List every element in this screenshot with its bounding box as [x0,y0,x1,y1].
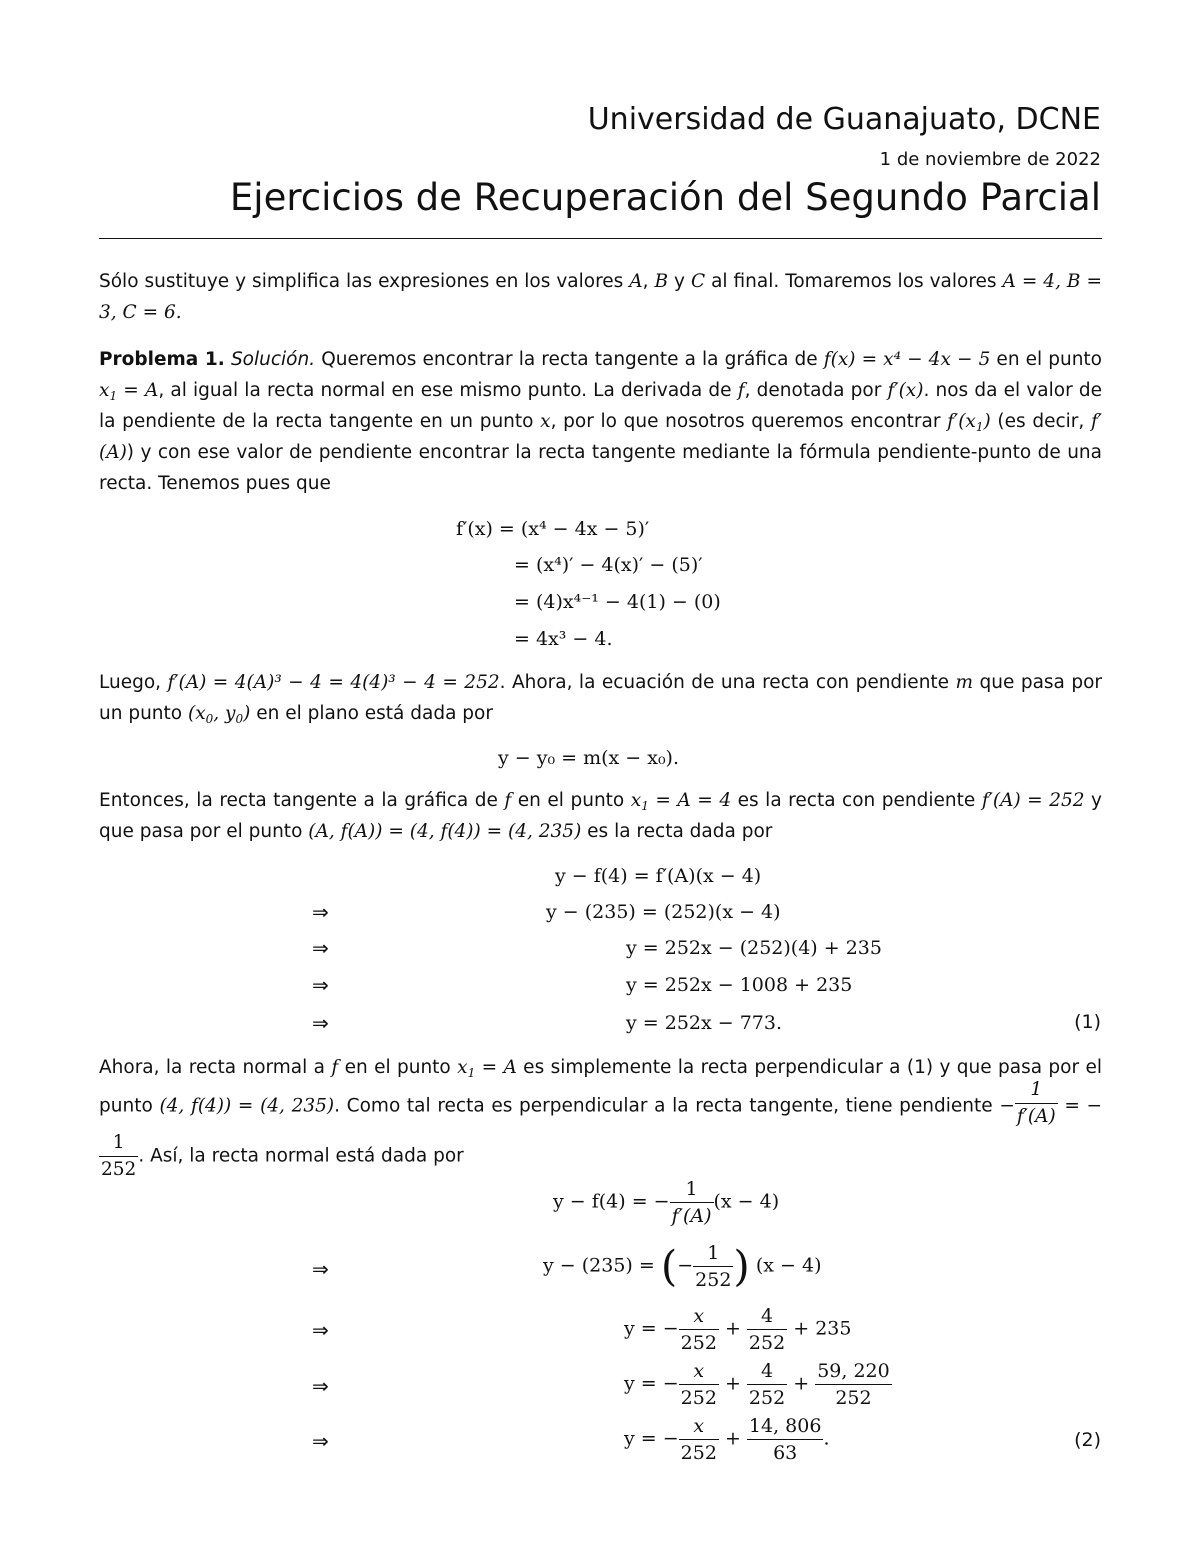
equation-number-1: (1) [1074,1011,1101,1033]
page-header [230,100,1101,222]
derivative-line-4: = 4x³ − 4. [514,628,613,650]
implies-arrow: ⇒ [312,900,329,924]
tangent-paragraph: Entonces, la recta tangente a la gráfica de f en el punto $x_1 = A = 4$ es la recta con pendiente f′(A) = 252 y que pasa por el punto (A, f(A)) = (4, f(4)) = (4, 235) es la recta dada por [99,790,1103,842]
implies-arrow: ⇒ [312,1374,329,1398]
point-slope-equation: y − y₀ = m(x − x₀). [498,747,680,769]
derivative-line-2: = (x⁴)′ − 4(x)′ − (5)′ [514,554,703,576]
equation-number-2: (2) [1074,1429,1101,1451]
tangent-line-4: y = 252x − 1008 + 235 [626,974,853,996]
tangent-line-5: y = 252x − 773. [626,1012,783,1034]
tangent-line-1: y − f(4) = f′(A)(x − 4) [555,865,762,887]
page-title: Ejercicios de Recuperación del Segundo Parcial [229,176,1101,219]
document-date: 1 de noviembre de 2022 [879,149,1101,170]
implies-arrow: ⇒ [312,1257,329,1281]
tangent-line-3: y = 252x − (252)(4) + 235 [626,937,882,959]
slope-paragraph: Luego, f′(A) = 4(A)³ − 4 = 4(4)³ − 4 = 252. Ahora, la ecuación de una recta con pendiente m que pasa por un punto ($x_0$, $y_0$) en el plano está dada por [99,672,1102,726]
derivative-line-3: = (4)x⁴⁻¹ − 4(1) − (0) [514,591,721,613]
implies-arrow: ⇒ [312,1011,329,1035]
implies-arrow: ⇒ [312,1318,329,1342]
intro-paragraph: Sólo sustituye y simplifica las expresiones en los valores A, B y C al final. Tomaremos los valores A = 4, B = 3, C = 6. [99,271,1102,323]
implies-arrow: ⇒ [312,936,329,960]
normal-paragraph: Ahora, la recta normal a f en el punto $x_1 = A$ es simplemente la recta perpendicular a (1) y que pasa por el punto (4, f(4)) = (4, 235). Como tal recta es perpendicular a la recta tangente, tiene pendiente − $\frac{1}{f'(A)}$ = − $\frac{1}{252}$ . Así, la recta normal está dada por [99,1052,1102,1183]
fraction: $\frac{1}{f'(A)}$ [1016,1079,1056,1127]
university-name: Universidad de Guanajuato, DCNE [587,102,1101,137]
normal-line-2: y − (235) = (− $\frac{1}{252}$ ) (x − 4) [543,1241,822,1291]
header-rule [99,238,1102,239]
implies-arrow: ⇒ [312,973,329,997]
problem-label: Problema 1. [99,349,225,370]
normal-line-1: y − f(4) = − $\frac{1}{f'(A)}$ (x − 4) [553,1178,780,1227]
problem-1-paragraph: Problema 1. Solución. Queremos encontrar la recta tangente a la gráfica de f(x) = x⁴ − 4x − 5 en el punto $x_1 = A$, al igual la recta normal en ese mismo punto. La derivada de f, denotada por f′(x). nos da el valor de la pendiente de la recta tangente en un punto x, por lo que nosotros queremos encontrar $f'(x_1)$ (es decir, f′(A)) y con ese valor de pendiente encontrar la recta tangente mediante la fórmula pendiente-punto de una recta. Tenemos pues que [99,349,1103,494]
tangent-line-2: y − (235) = (252)(x − 4) [546,901,781,923]
solution-label: Solución. [230,349,316,370]
normal-line-3: y = − $\frac{x}{252}$ + $\frac{4}{252}$ + 235 [624,1305,852,1354]
normal-line-4: y = − $\frac{x}{252}$ + $\frac{4}{252}$ + $\frac{59, 220}{252}$ [624,1360,890,1409]
normal-line-5: y = − $\frac{x}{252}$ + $\frac{14, 806}{63}$ . [624,1415,830,1464]
implies-arrow: ⇒ [312,1429,329,1453]
fraction: $\frac{1}{252}$ [101,1132,137,1180]
derivative-line-1: f′(x) = (x⁴ − 4x − 5)′ [456,518,650,540]
